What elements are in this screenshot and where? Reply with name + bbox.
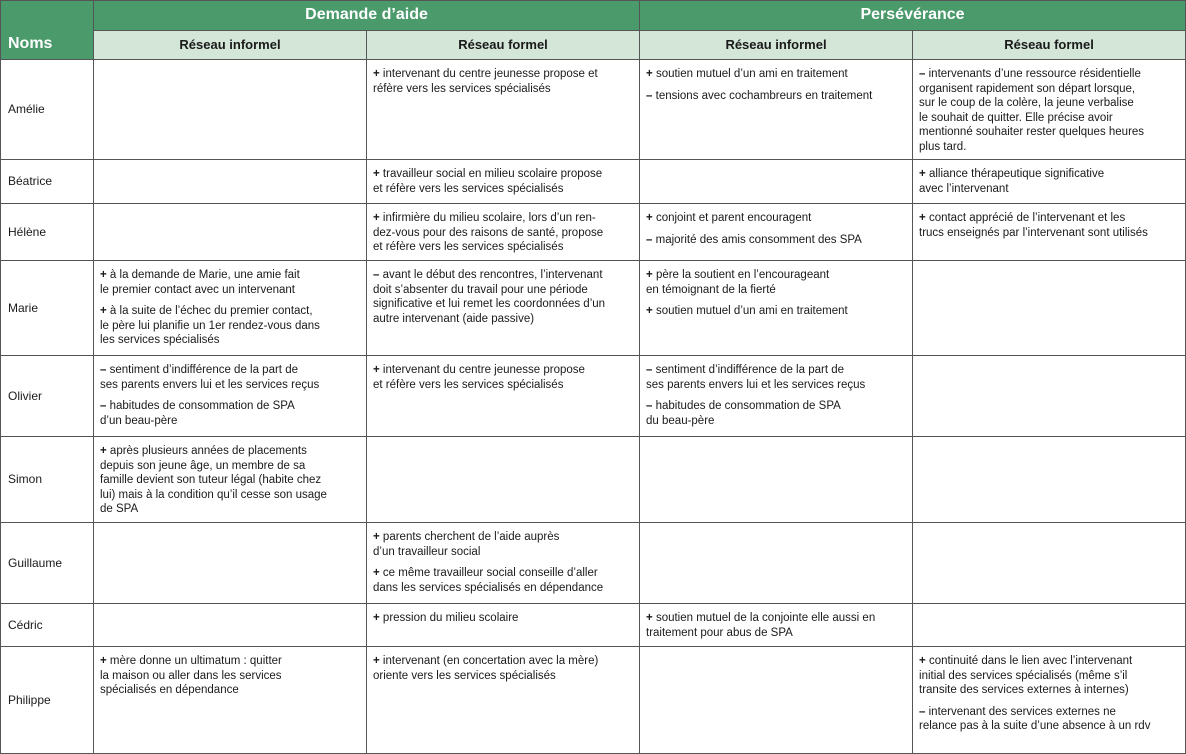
cell-perseverance-formel bbox=[913, 523, 1186, 604]
entry-text: sur le coup de la colère, la jeune verbalise bbox=[919, 97, 1134, 110]
entry-line bbox=[373, 566, 633, 581]
cell-perseverance-informel bbox=[640, 523, 913, 604]
cell-entry bbox=[646, 304, 906, 319]
entry-line bbox=[373, 312, 633, 327]
entry-text: le premier contact avec un intervenant bbox=[100, 283, 295, 296]
plus-marker: + bbox=[373, 212, 380, 224]
minus-marker: – bbox=[919, 705, 926, 718]
row-name: Guillaume bbox=[1, 523, 94, 604]
entry-text: pression du milieu scolaire bbox=[382, 612, 519, 624]
entry-line bbox=[100, 459, 360, 474]
plus-marker: + bbox=[373, 655, 380, 667]
minus-marker: – bbox=[100, 400, 107, 413]
entry-text: soutien mutuel de la conjointe elle aussi en bbox=[655, 612, 876, 624]
entry-text: relance pas à la suite d’une absence à un rdv bbox=[919, 720, 1151, 733]
entry-text: autre intervenant (aide passive) bbox=[373, 312, 535, 325]
entry-text: transite des services externes à internes) bbox=[919, 684, 1129, 697]
plus-marker: + bbox=[373, 531, 380, 543]
entry-text: initial des services spécialisés (même s’il bbox=[919, 669, 1128, 682]
entry-line bbox=[646, 67, 906, 82]
entry-text: père la soutient en l’encourageant bbox=[655, 269, 830, 281]
plus-marker: + bbox=[919, 655, 926, 667]
plus-marker: + bbox=[100, 269, 107, 281]
cell-demande-formel bbox=[367, 60, 640, 160]
cell-demande-formel bbox=[367, 261, 640, 356]
entry-text: travailleur social en milieu scolaire propose bbox=[382, 168, 603, 180]
cell-perseverance-informel bbox=[640, 437, 913, 523]
entry-line bbox=[100, 444, 360, 459]
header-group-demande-aide: Demande d’aide bbox=[94, 1, 640, 31]
minus-marker: – bbox=[646, 89, 653, 102]
entry-text: soutien mutuel d’un ami en traitement bbox=[655, 68, 848, 80]
entry-line bbox=[100, 502, 360, 517]
entry-line bbox=[919, 226, 1179, 241]
cell-entry bbox=[373, 566, 633, 595]
entry-text: plus tard. bbox=[919, 140, 967, 153]
entry-line bbox=[373, 363, 633, 378]
entry-line bbox=[100, 378, 360, 393]
cell-entry bbox=[646, 363, 906, 392]
entry-text: et réfère vers les services spécialisés bbox=[373, 241, 564, 254]
cell-perseverance-informel bbox=[640, 261, 913, 356]
entry-line bbox=[373, 611, 633, 626]
table-row bbox=[1, 204, 1186, 261]
entry-line bbox=[100, 363, 360, 378]
entry-line bbox=[373, 581, 633, 596]
entry-text: avec l’intervenant bbox=[919, 182, 1009, 195]
entry-line bbox=[919, 683, 1179, 698]
entry-line bbox=[100, 683, 360, 698]
entry-text: intervenant du centre jeunesse propose et bbox=[382, 68, 598, 80]
cell-perseverance-formel bbox=[913, 604, 1186, 647]
cell-demande-formel bbox=[367, 437, 640, 523]
cell-entry bbox=[646, 268, 906, 297]
cell-perseverance-formel bbox=[913, 60, 1186, 160]
cell-demande-formel bbox=[367, 356, 640, 437]
entry-line bbox=[646, 626, 906, 641]
entry-text: ce même travailleur social conseille d’aller bbox=[382, 567, 598, 580]
entry-line bbox=[919, 669, 1179, 684]
header-sub-perseverance-formel: Réseau formel bbox=[913, 31, 1186, 60]
entry-text: et réfère vers les services spécialisés bbox=[373, 182, 564, 195]
entry-text: d’un beau-père bbox=[100, 414, 178, 427]
entry-line bbox=[100, 283, 360, 298]
entry-line bbox=[373, 530, 633, 545]
header-sub-demande-informel: Réseau informel bbox=[94, 31, 367, 60]
cell-entry bbox=[373, 611, 633, 626]
entry-text: sentiment d’indifférence de la part de bbox=[655, 364, 845, 376]
cell-demande-informel bbox=[94, 60, 367, 160]
cell-entry bbox=[646, 611, 906, 640]
entry-line bbox=[373, 67, 633, 82]
entry-text: d’un travailleur social bbox=[373, 545, 481, 558]
cell-entry bbox=[646, 67, 906, 82]
plus-marker: + bbox=[373, 364, 380, 376]
cell-entry bbox=[646, 89, 906, 104]
entry-line bbox=[373, 669, 633, 684]
cell-demande-formel bbox=[367, 204, 640, 261]
plus-marker: + bbox=[100, 445, 107, 457]
cell-entry bbox=[100, 304, 360, 348]
entry-line bbox=[100, 669, 360, 684]
entry-line bbox=[373, 182, 633, 197]
entry-text: intervenant du centre jeunesse propose bbox=[382, 364, 585, 376]
entry-text: ses parents envers lui et les services reçus bbox=[646, 378, 866, 391]
entry-line bbox=[373, 82, 633, 97]
header-sub-demande-formel: Réseau formel bbox=[367, 31, 640, 60]
cell-entry bbox=[646, 211, 906, 226]
entry-text: habitudes de consommation de SPA bbox=[109, 400, 295, 413]
entry-line bbox=[373, 167, 633, 182]
table-row bbox=[1, 523, 1186, 604]
cell-entry bbox=[373, 268, 633, 326]
entry-text: continuité dans le lien avec l’intervenant bbox=[928, 655, 1133, 667]
entry-text: de SPA bbox=[100, 503, 139, 516]
cell-entry bbox=[100, 654, 360, 698]
cell-entry bbox=[919, 67, 1179, 155]
cell-perseverance-formel bbox=[913, 204, 1186, 261]
cell-demande-formel bbox=[367, 523, 640, 604]
entry-text: sentiment d’indifférence de la part de bbox=[109, 364, 298, 376]
entry-text: avant le début des rencontres, l’intervenant bbox=[382, 269, 603, 281]
entry-line bbox=[919, 111, 1179, 126]
entry-line bbox=[373, 378, 633, 393]
entry-text: contact apprécié de l’intervenant et les bbox=[928, 212, 1126, 224]
entry-text: habitudes de consommation de SPA bbox=[655, 400, 841, 413]
header-row-groups bbox=[1, 1, 1186, 31]
cell-perseverance-informel bbox=[640, 356, 913, 437]
cell-demande-formel bbox=[367, 604, 640, 647]
entry-line bbox=[646, 378, 906, 393]
plus-marker: + bbox=[646, 269, 653, 281]
entry-line bbox=[646, 363, 906, 378]
cell-entry bbox=[919, 654, 1179, 698]
entry-text: à la demande de Marie, une amie fait bbox=[109, 269, 300, 281]
entry-line bbox=[646, 233, 906, 248]
entry-text: spécialisés en dépendance bbox=[100, 684, 239, 697]
plus-marker: + bbox=[646, 612, 653, 624]
cell-perseverance-formel bbox=[913, 356, 1186, 437]
cell-demande-informel bbox=[94, 261, 367, 356]
row-name: Béatrice bbox=[1, 160, 94, 204]
entry-line bbox=[919, 182, 1179, 197]
entry-line bbox=[373, 240, 633, 255]
cell-demande-informel bbox=[94, 160, 367, 204]
cell-entry bbox=[100, 444, 360, 517]
entry-line bbox=[373, 283, 633, 298]
entry-text: significative et lui remet les coordonnées d’un bbox=[373, 298, 606, 311]
header-group-perseverance: Persévérance bbox=[640, 1, 1186, 31]
cell-perseverance-informel bbox=[640, 204, 913, 261]
entry-line bbox=[646, 611, 906, 626]
row-name: Philippe bbox=[1, 647, 94, 754]
cell-demande-informel bbox=[94, 356, 367, 437]
minus-marker: – bbox=[646, 400, 653, 413]
entry-line bbox=[919, 211, 1179, 226]
entry-line bbox=[373, 268, 633, 283]
entry-line bbox=[100, 654, 360, 669]
cell-demande-informel bbox=[94, 647, 367, 754]
cell-perseverance-formel bbox=[913, 160, 1186, 204]
header-sub-perseverance-informel: Réseau informel bbox=[640, 31, 913, 60]
cell-demande-formel bbox=[367, 160, 640, 204]
cell-entry bbox=[646, 399, 906, 428]
entry-text: mère donne un ultimatum : quitter bbox=[109, 655, 282, 667]
entry-text: après plusieurs années de placements bbox=[109, 445, 307, 457]
entry-text: réfère vers les services spécialisés bbox=[373, 82, 551, 95]
entry-text: trucs enseignés par l’intervenant sont utilisés bbox=[919, 226, 1148, 239]
cell-entry bbox=[919, 705, 1179, 734]
cell-perseverance-informel bbox=[640, 604, 913, 647]
entry-text: la maison ou aller dans les services bbox=[100, 669, 282, 682]
cell-demande-informel bbox=[94, 523, 367, 604]
entry-text: famille devient son tuteur légal (habite chez bbox=[100, 474, 322, 487]
plus-marker: + bbox=[919, 212, 926, 224]
entry-text: les services spécialisés bbox=[100, 334, 220, 347]
entry-line bbox=[646, 89, 906, 104]
cell-entry bbox=[646, 233, 906, 248]
entry-text: en témoignant de la fierté bbox=[646, 283, 776, 296]
cell-demande-informel bbox=[94, 604, 367, 647]
plus-marker: + bbox=[373, 612, 380, 624]
entry-text: organisent rapidement son départ lorsque, bbox=[919, 82, 1136, 95]
row-name: Olivier bbox=[1, 356, 94, 437]
entry-text: alliance thérapeutique significative bbox=[928, 168, 1105, 180]
table-row bbox=[1, 261, 1186, 356]
minus-marker: – bbox=[100, 364, 107, 376]
entry-line bbox=[100, 304, 360, 319]
entry-line bbox=[373, 226, 633, 241]
entry-text: infirmière du milieu scolaire, lors d’un ren- bbox=[382, 212, 596, 224]
cell-demande-informel bbox=[94, 204, 367, 261]
plus-marker: + bbox=[646, 212, 653, 224]
entry-line bbox=[919, 167, 1179, 182]
minus-marker: – bbox=[646, 364, 653, 376]
entry-text: tensions avec cochambreurs en traitement bbox=[655, 89, 873, 102]
entry-text: majorité des amis consomment des SPA bbox=[655, 233, 862, 246]
entry-line bbox=[100, 488, 360, 503]
entry-text: intervenant des services externes ne bbox=[928, 705, 1116, 718]
entry-line bbox=[919, 140, 1179, 155]
cell-perseverance-informel bbox=[640, 160, 913, 204]
row-name: Cédric bbox=[1, 604, 94, 647]
entry-line bbox=[919, 96, 1179, 111]
entry-line bbox=[919, 654, 1179, 669]
entry-line bbox=[919, 719, 1179, 734]
table-row bbox=[1, 604, 1186, 647]
cell-perseverance-formel bbox=[913, 261, 1186, 356]
entry-text: le souhait de quitter. Elle précise avoir bbox=[919, 111, 1113, 124]
plus-marker: + bbox=[373, 567, 380, 580]
entry-text: conjoint et parent encouragent bbox=[655, 212, 812, 224]
minus-marker: – bbox=[373, 269, 380, 281]
entry-line bbox=[919, 82, 1179, 97]
entry-text: du beau-père bbox=[646, 414, 715, 427]
cell-demande-formel bbox=[367, 647, 640, 754]
table-row bbox=[1, 160, 1186, 204]
entry-line bbox=[919, 705, 1179, 720]
row-name: Amélie bbox=[1, 60, 94, 160]
cell-demande-informel bbox=[94, 437, 367, 523]
cell-perseverance-formel bbox=[913, 647, 1186, 754]
entry-line bbox=[646, 211, 906, 226]
minus-marker: – bbox=[646, 233, 653, 246]
entry-line bbox=[646, 268, 906, 283]
entry-text: doit s’absenter du travail pour une période bbox=[373, 283, 588, 296]
row-name: Marie bbox=[1, 261, 94, 356]
row-name: Hélène bbox=[1, 204, 94, 261]
table-row bbox=[1, 356, 1186, 437]
cell-entry bbox=[373, 530, 633, 559]
table-row bbox=[1, 437, 1186, 523]
plus-marker: + bbox=[373, 168, 380, 180]
table-body bbox=[1, 60, 1186, 754]
entry-line bbox=[919, 67, 1179, 82]
header-row-subs bbox=[1, 31, 1186, 60]
entry-line bbox=[646, 304, 906, 319]
table-row bbox=[1, 647, 1186, 754]
header-noms: Noms bbox=[1, 1, 94, 60]
table-row bbox=[1, 60, 1186, 160]
entry-line bbox=[100, 319, 360, 334]
cell-perseverance-informel bbox=[640, 647, 913, 754]
cell-entry bbox=[919, 211, 1179, 240]
row-name: Simon bbox=[1, 437, 94, 523]
minus-marker: – bbox=[919, 68, 926, 80]
plus-marker: + bbox=[646, 305, 653, 318]
entry-text: dans les services spécialisés en dépendance bbox=[373, 581, 604, 594]
entry-text: soutien mutuel d’un ami en traitement bbox=[655, 305, 848, 318]
entry-line bbox=[373, 545, 633, 560]
entry-text: lui) mais à la condition qu’il cesse son usage bbox=[100, 488, 327, 501]
entry-text: depuis son jeune âge, un membre de sa bbox=[100, 459, 306, 472]
entry-line bbox=[100, 399, 360, 414]
entry-line bbox=[646, 283, 906, 298]
cell-perseverance-informel bbox=[640, 60, 913, 160]
entry-line bbox=[373, 654, 633, 669]
plus-marker: + bbox=[646, 68, 653, 80]
cell-entry bbox=[100, 399, 360, 428]
entry-text: dez-vous pour des raisons de santé, propose bbox=[373, 226, 604, 239]
plus-marker: + bbox=[100, 305, 107, 318]
cell-entry bbox=[919, 167, 1179, 196]
cell-entry bbox=[100, 363, 360, 392]
entry-text: oriente vers les services spécialisés bbox=[373, 669, 556, 682]
entry-text: le père lui planifie un 1er rendez-vous dans bbox=[100, 319, 320, 332]
entry-line bbox=[373, 211, 633, 226]
cell-entry bbox=[373, 67, 633, 96]
entry-text: mentionné souhaiter rester quelques heures bbox=[919, 126, 1145, 139]
entry-text: intervenant (en concertation avec la mère) bbox=[382, 655, 599, 667]
cell-entry bbox=[373, 363, 633, 392]
entry-text: ses parents envers lui et les services reçus bbox=[100, 378, 320, 391]
entry-text: intervenants d’une ressource résidentielle bbox=[928, 68, 1141, 80]
cell-entry bbox=[373, 167, 633, 196]
entry-line bbox=[100, 268, 360, 283]
entry-line bbox=[100, 333, 360, 348]
cell-entry bbox=[100, 268, 360, 297]
entry-line bbox=[646, 414, 906, 429]
entry-line bbox=[100, 414, 360, 429]
plus-marker: + bbox=[373, 68, 380, 80]
plus-marker: + bbox=[100, 655, 107, 667]
cell-perseverance-formel bbox=[913, 437, 1186, 523]
entry-text: parents cherchent de l’aide auprès bbox=[382, 531, 560, 543]
entry-text: à la suite de l’échec du premier contact, bbox=[109, 305, 313, 318]
cell-entry bbox=[373, 211, 633, 255]
entry-line bbox=[373, 297, 633, 312]
cell-entry bbox=[373, 654, 633, 683]
entry-line bbox=[919, 125, 1179, 140]
entry-line bbox=[646, 399, 906, 414]
entry-text: traitement pour abus de SPA bbox=[646, 626, 793, 639]
entry-line bbox=[100, 473, 360, 488]
entry-text: et réfère vers les services spécialisés bbox=[373, 378, 564, 391]
plus-marker: + bbox=[919, 168, 926, 180]
